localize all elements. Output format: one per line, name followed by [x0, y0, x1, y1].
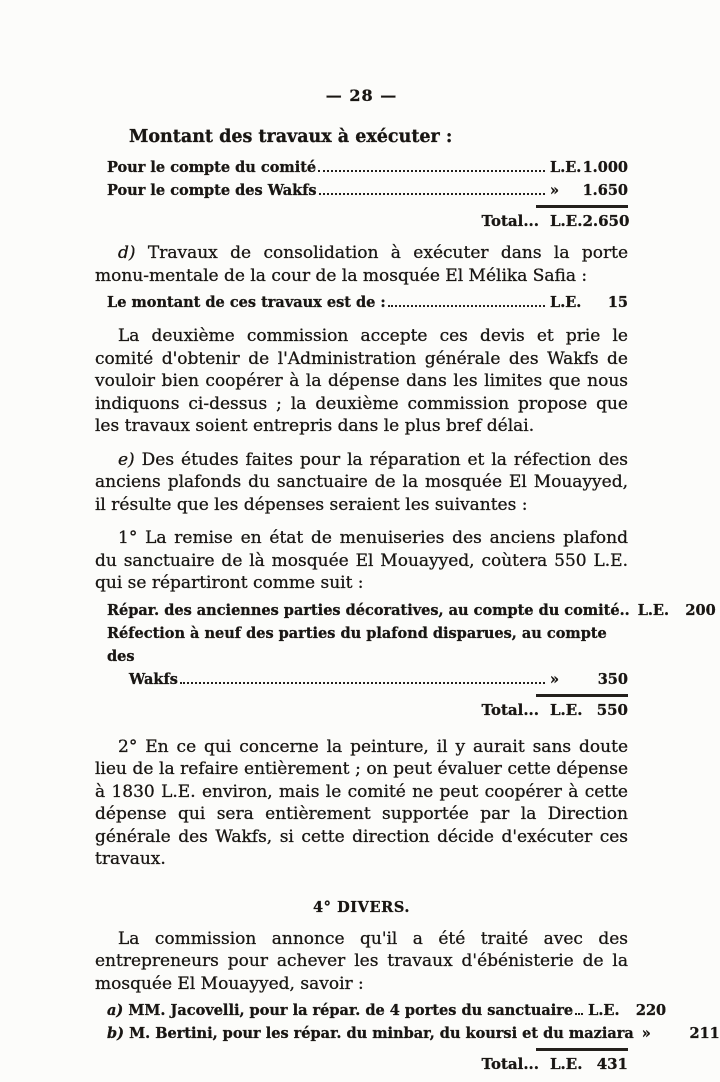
row-label: Wakfs — [129, 670, 178, 688]
dotted-leader — [388, 305, 545, 307]
row-label: Pour le compte des Wakfs — [107, 182, 317, 199]
ledger-divers — [95, 999, 720, 1074]
amount-currency: » — [550, 182, 560, 199]
amount-currency: L.E. — [550, 700, 583, 719]
item-marker-b: b) — [107, 1025, 124, 1042]
paragraph-item-2 — [95, 736, 628, 871]
amount-currency: L.E. — [637, 601, 670, 619]
dotted-leader — [319, 193, 545, 195]
total-line — [95, 701, 628, 720]
dotted-leader — [575, 1013, 583, 1015]
paragraph-item-2-text: En ce qui concerne la peinture, il y aurait sans doute lieu de la refaire entièrement ; on peut évaluer cette dépense à 1830 L.E. environ, mais le comité ne peut coopérer à cette dépense qui sera entièrement supportée par la Direction générale des Wakfs, si cette direction décide d'exécuter ces travaux. — [95, 736, 629, 869]
dotted-leader — [318, 170, 545, 172]
amount — [642, 1022, 720, 1045]
amount — [550, 291, 628, 314]
total-rule — [536, 205, 628, 208]
ledger-550 — [95, 599, 716, 720]
amount-value: 211 — [689, 1025, 720, 1042]
item-marker-a: a) — [107, 1002, 124, 1019]
amount-value: 200 — [685, 601, 716, 619]
ledger-row — [95, 1022, 720, 1045]
amount — [550, 212, 628, 231]
ledger-row — [95, 156, 628, 179]
row-label: Répar. des anciennes parties décoratives, au compte du comité.. — [107, 601, 630, 619]
item-marker-2: 2° — [118, 736, 138, 757]
paragraph-e-text: Des études faites pour la réparation et la réfection des anciens plafonds du sanctuaire de la mosquée El Mouayyed, il résulte que les dépenses seraient les suivantes : — [95, 449, 629, 515]
section-heading-montant: Montant des travaux à exécuter : — [129, 127, 453, 147]
section-heading-divers: 4° DIVERS. — [312, 898, 411, 916]
ledger-row — [95, 599, 716, 622]
paragraph-item-1 — [95, 527, 628, 595]
item-marker-d: d) — [118, 243, 136, 263]
amount-currency: » — [641, 1025, 651, 1042]
paragraph-divers: La commission annonce qu'il a été traité avec des entrepreneurs pour achever les travaux d'ébénisterie de la mosquée El Mouayyed, savoir : — [95, 928, 628, 994]
amount-currency: L.E. — [588, 1002, 620, 1019]
total-rule — [536, 694, 628, 697]
paragraph-d-text: Travaux de consolidation à exécuter dans la porte monu-mentale de la cour de la mosquée El Mélika Safia : — [95, 243, 629, 286]
paragraph-e — [95, 449, 628, 517]
amount-value: 350 — [597, 670, 628, 688]
row-label — [107, 1022, 634, 1045]
paragraph-commission: La deuxième commission accepte ces devis et prie le comité d'obtenir de l'Administration générale des Wakfs de vouloir bien coopérer à la dépense dans les limites que nous indiquons ci-dessus ; la deuxième commission propose que les travaux soient entrepris dans le plus bref délai. — [95, 326, 628, 436]
total-rule — [536, 1048, 628, 1051]
paragraph-item-1-text: La remise en état de menuiseries des anciens plafond du sanctuaire de là mosquée El Mouayyed, coùtera 550 L.E. qui se répartiront comme suit : — [95, 528, 628, 593]
ledger-row — [95, 179, 628, 202]
row-label-text: MM. Jacovelli, pour la répar. de 4 portes du sanctuaire — [128, 1002, 574, 1019]
amount-currency: » — [550, 670, 560, 688]
total-line — [95, 212, 628, 231]
page-number: — 28 — — [325, 86, 398, 105]
ledger-intro — [95, 156, 628, 231]
amount — [638, 599, 716, 622]
total-label: Total... — [481, 1055, 539, 1073]
amount-value: 15 — [607, 294, 628, 311]
total-block — [95, 694, 628, 720]
paragraph-d — [95, 242, 628, 287]
amount-value: 220 — [635, 1002, 667, 1019]
total-block — [95, 1048, 628, 1074]
item-marker-e: e) — [118, 449, 135, 470]
amount-currency: L.E. — [550, 1055, 583, 1073]
amount-value: 1.000 — [582, 159, 628, 176]
amount — [550, 179, 628, 202]
amount — [550, 1055, 628, 1074]
ledger-row-wrapped-line2 — [95, 668, 628, 691]
amount — [550, 156, 628, 179]
total-block — [95, 205, 628, 231]
amount-value: 2.650 — [582, 212, 630, 230]
ledger-row-montant-travaux — [95, 291, 628, 314]
total-label: Total... — [481, 212, 539, 230]
row-label: Pour le compte du comité — [107, 159, 317, 176]
amount-currency: L.E. — [550, 294, 582, 311]
row-label — [107, 999, 573, 1022]
ledger-row-wrapped-line1: Réfection à neuf des parties du plafond disparues, au compte des — [107, 624, 607, 665]
total-label: Total... — [481, 700, 539, 719]
row-label: Le montant de ces travaux est de : — [107, 294, 386, 311]
amount-currency: L.E. — [550, 212, 583, 230]
amount — [550, 701, 628, 720]
total-line — [95, 1055, 628, 1074]
amount — [588, 999, 666, 1022]
item-marker-1: 1° — [118, 528, 138, 548]
row-label-text: M. Bertini, pour les répar. du minbar, du koursi et du maziara — [129, 1025, 634, 1042]
amount-value: 1.650 — [582, 182, 628, 199]
amount-value: 431 — [596, 1055, 628, 1073]
amount-value: 550 — [596, 700, 628, 719]
ledger-row — [95, 999, 667, 1022]
amount-currency: L.E. — [550, 159, 582, 176]
amount — [550, 668, 628, 691]
dotted-leader — [180, 682, 545, 684]
